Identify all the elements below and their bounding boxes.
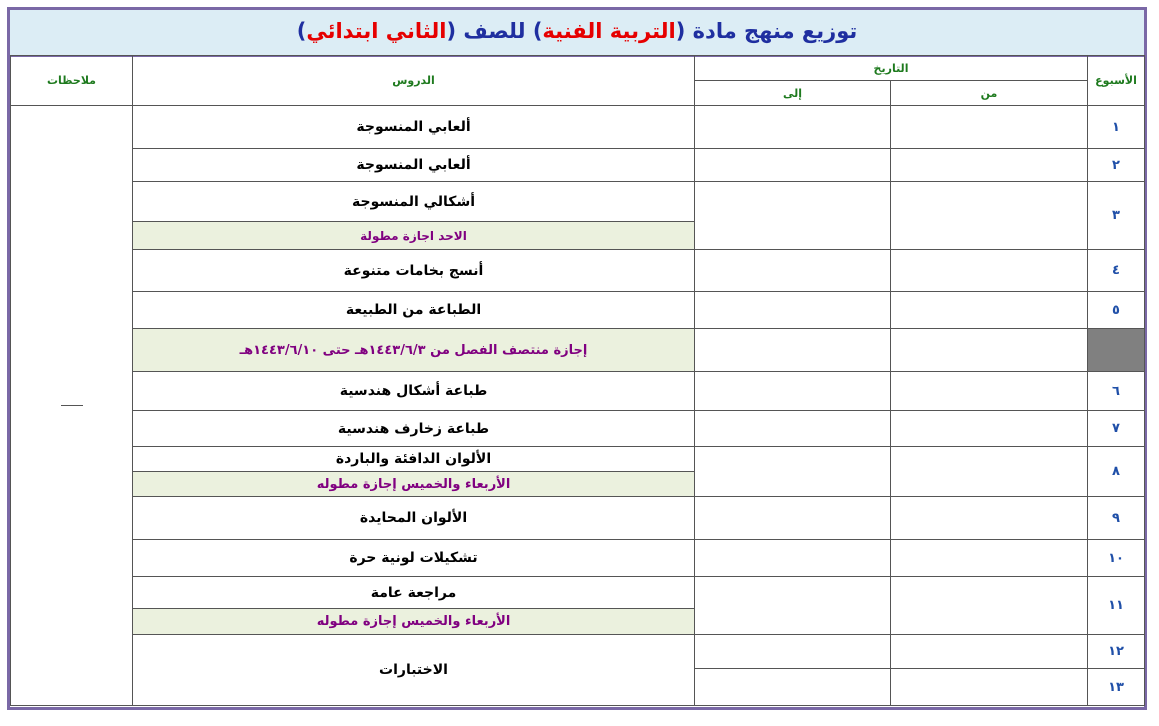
date-to-cell <box>695 149 891 182</box>
table-row <box>11 497 1145 540</box>
holiday-note: الاحد اجازة مطولة <box>133 222 695 250</box>
lesson-cell: مراجعة عامة <box>133 577 695 609</box>
table-row <box>11 292 1145 329</box>
lesson-cell: طباعة أشكال هندسية <box>133 372 695 411</box>
title-part2: ) للصف ( <box>446 19 543 43</box>
week-number: ٢ <box>1088 149 1145 182</box>
table-row <box>11 250 1145 292</box>
notes-dash <box>61 405 83 406</box>
date-from-cell <box>891 372 1088 411</box>
title-subject: التربية الفنية <box>542 19 676 43</box>
date-to-cell <box>695 292 891 329</box>
lesson-cell: الألوان المحايدة <box>133 497 695 540</box>
table-row <box>11 149 1145 182</box>
date-to-cell <box>695 329 891 372</box>
header-row <box>11 56 1145 81</box>
lesson-cell: أشكالي المنسوجة <box>133 182 695 222</box>
date-to-cell <box>695 250 891 292</box>
date-from-cell <box>891 669 1088 706</box>
grey-week-cell <box>1088 329 1145 372</box>
week-number: ٣ <box>1088 182 1145 250</box>
header-from: من <box>891 81 1088 106</box>
date-from-cell <box>891 540 1088 577</box>
header-notes: ملاحظات <box>11 56 133 106</box>
date-from-cell <box>891 329 1088 372</box>
lesson-cell: ألعابي المنسوجة <box>133 149 695 182</box>
date-to-cell <box>695 497 891 540</box>
week-number: ٨ <box>1088 447 1145 497</box>
header-week: الأسبوع <box>1088 56 1145 106</box>
notes-cell <box>11 106 133 706</box>
document-frame <box>7 7 1147 710</box>
date-from-cell <box>891 411 1088 447</box>
date-from-cell <box>891 635 1088 669</box>
date-to-cell <box>695 182 891 250</box>
table-row <box>11 447 1145 472</box>
holiday-note: الأربعاء والخميس إجازة مطوله <box>133 609 695 635</box>
lesson-cell: الطباعة من الطبيعة <box>133 292 695 329</box>
week-number: ١ <box>1088 106 1145 149</box>
date-to-cell <box>695 106 891 149</box>
week-number: ١١ <box>1088 577 1145 635</box>
date-from-cell <box>891 447 1088 497</box>
header-to: إلى <box>695 81 891 106</box>
page-title <box>10 10 1144 57</box>
date-from-cell <box>891 250 1088 292</box>
lesson-cell: الألوان الدافئة والباردة <box>133 447 695 472</box>
week-number: ٧ <box>1088 411 1145 447</box>
title-part1: توزيع منهج مادة ( <box>675 19 858 43</box>
date-from-cell <box>891 292 1088 329</box>
date-to-cell <box>695 669 891 706</box>
date-from-cell <box>891 106 1088 149</box>
curriculum-table <box>10 55 1145 706</box>
week-number: ٩ <box>1088 497 1145 540</box>
table-row <box>11 372 1145 411</box>
title-part3: ) <box>296 19 307 43</box>
table-row <box>11 635 1145 669</box>
table-row <box>11 540 1145 577</box>
exams-cell: الاختبارات <box>133 635 695 706</box>
lesson-cell: طباعة زخارف هندسية <box>133 411 695 447</box>
table-row <box>11 106 1145 149</box>
week-number: ٦ <box>1088 372 1145 411</box>
table-row <box>11 329 1145 372</box>
midterm-break-note: إجازة منتصف الفصل من ١٤٤٣/٦/٣هـ حتى ١٤٤٣/٦/١٠هـ <box>133 329 695 372</box>
week-number: ٤ <box>1088 250 1145 292</box>
week-number: ١٠ <box>1088 540 1145 577</box>
header-lessons: الدروس <box>133 56 695 106</box>
table-row <box>11 411 1145 447</box>
lesson-cell: ألعابي المنسوجة <box>133 106 695 149</box>
title-grade: الثاني ابتدائي <box>306 19 447 43</box>
date-to-cell <box>695 540 891 577</box>
table-row <box>11 577 1145 609</box>
date-from-cell <box>891 182 1088 250</box>
date-to-cell <box>695 411 891 447</box>
week-number: ١٢ <box>1088 635 1145 669</box>
lesson-cell: تشكيلات لونية حرة <box>133 540 695 577</box>
header-date: التاريخ <box>695 56 1088 81</box>
holiday-note: الأربعاء والخميس إجازة مطوله <box>133 472 695 497</box>
date-from-cell <box>891 577 1088 635</box>
week-number: ٥ <box>1088 292 1145 329</box>
date-to-cell <box>695 635 891 669</box>
date-to-cell <box>695 577 891 635</box>
date-to-cell <box>695 447 891 497</box>
table-row <box>11 182 1145 222</box>
date-to-cell <box>695 372 891 411</box>
date-from-cell <box>891 149 1088 182</box>
date-from-cell <box>891 497 1088 540</box>
week-number: ١٣ <box>1088 669 1145 706</box>
lesson-cell: أنسج بخامات متنوعة <box>133 250 695 292</box>
